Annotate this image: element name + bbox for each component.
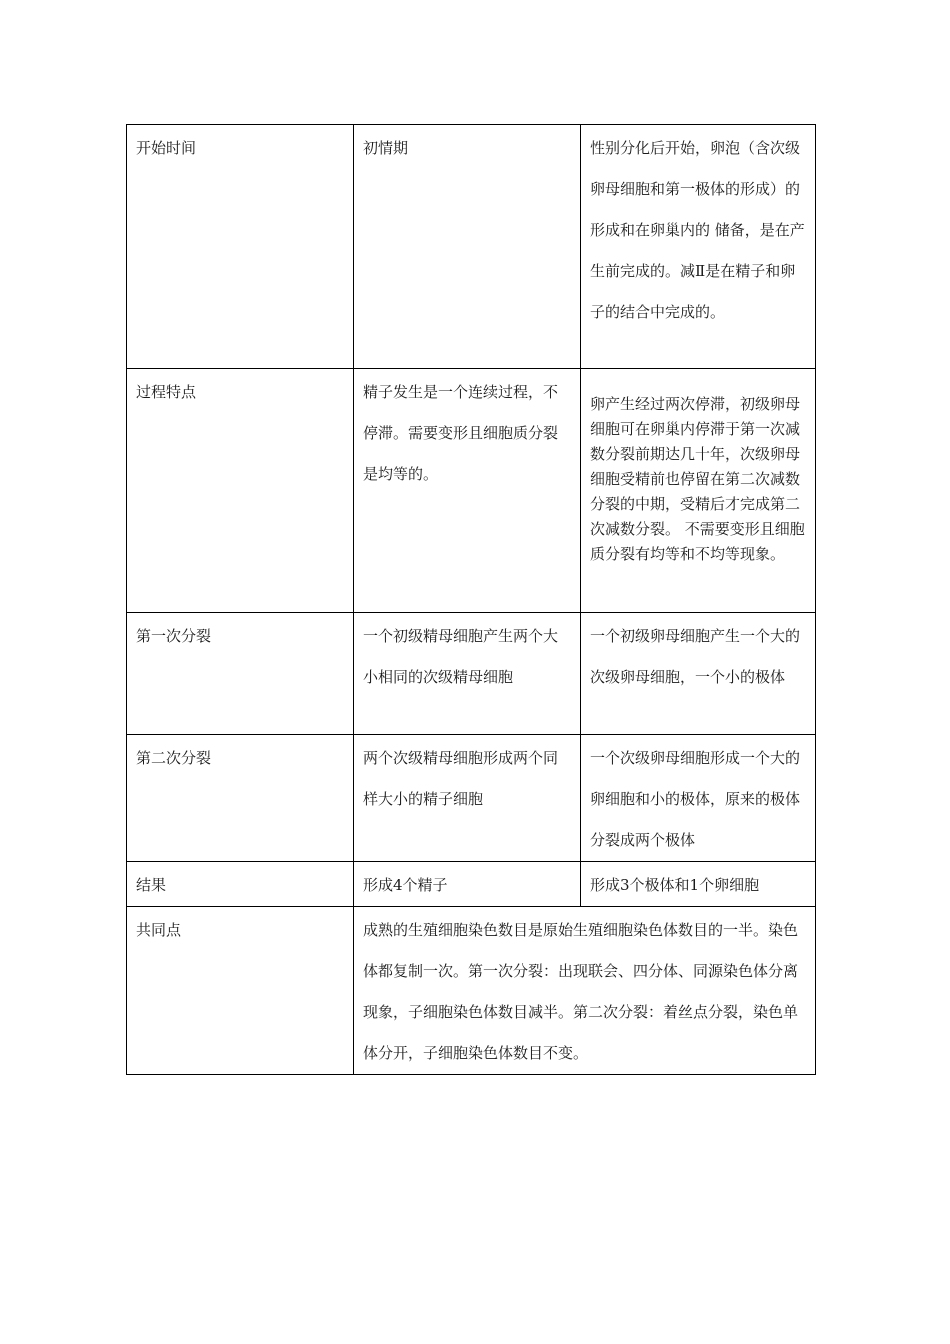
table-row-first-division [127, 613, 816, 735]
comparison-table [126, 124, 816, 1075]
common-cell: 成熟的生殖细胞染色数目是原始生殖细胞染色体数目的一半。染色体都复制一次。第一次分裂：出现联会、四分体、同源染色体分离现象，子细胞染色体数目减半。第二次分裂：着丝点分裂，染色单体分开，子细胞染色体数目不变。 [354, 907, 816, 1075]
egg-cell: 性别分化后开始，卵泡（含次级卵母细胞和第一极体的形成）的形成和在卵巢内的 储备，是在产生前完成的。减Ⅱ是在精子和卵子的结合中完成的。 [581, 125, 816, 369]
egg-cell: 卵产生经过两次停滞，初级卵母细胞可在卵巢内停滞于第一次减数分裂前期达几十年，次级卵母细胞受精前也停留在第二次减数分裂的中期，受精后才完成第二次减数分裂。 不需要变形且细胞质分裂有均等和不均等现象。 [581, 369, 816, 613]
sperm-cell: 一个初级精母细胞产生两个大小相同的次级精母细胞 [354, 613, 581, 735]
table-row-result [127, 862, 816, 907]
table-row-second-division [127, 735, 816, 862]
row-label: 第一次分裂 [127, 613, 354, 735]
sperm-cell: 初情期 [354, 125, 581, 369]
row-label: 结果 [127, 862, 354, 907]
sperm-cell: 两个次级精母细胞形成两个同样大小的精子细胞 [354, 735, 581, 862]
egg-cell: 形成3个极体和1个卵细胞 [581, 862, 816, 907]
table-row-start-time [127, 125, 816, 369]
egg-cell: 一个次级卵母细胞形成一个大的卵细胞和小的极体，原来的极体分裂成两个极体 [581, 735, 816, 862]
table-row-common [127, 907, 816, 1075]
sperm-cell: 形成4个精子 [354, 862, 581, 907]
row-label: 第二次分裂 [127, 735, 354, 862]
row-label: 共同点 [127, 907, 354, 1075]
row-label: 过程特点 [127, 369, 354, 613]
sperm-cell: 精子发生是一个连续过程，不停滞。需要变形且细胞质分裂是均等的。 [354, 369, 581, 613]
egg-cell: 一个初级卵母细胞产生一个大的次级卵母细胞，一个小的极体 [581, 613, 816, 735]
table-row-process [127, 369, 816, 613]
row-label: 开始时间 [127, 125, 354, 369]
